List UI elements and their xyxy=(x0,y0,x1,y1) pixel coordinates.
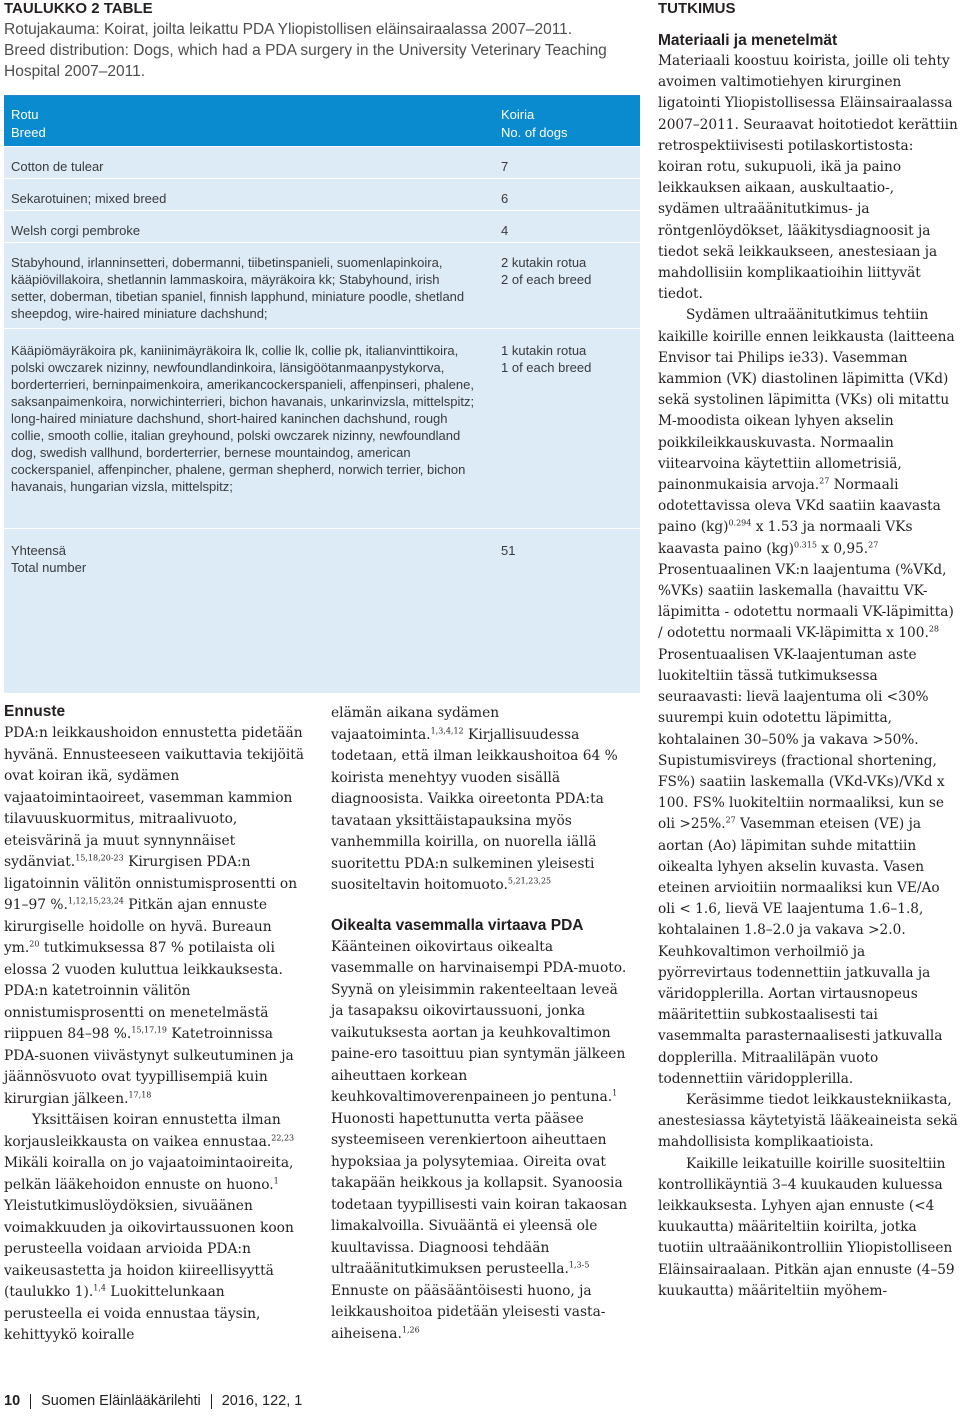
paragraph: elämän aikana sydämen vajaatoiminta.$^{1,3,4,12}$ Kirjallisuudessa todetaan, että ilman leikkaushoitoa 64 % koirista menehtyy vuoden sisällä diagnoosista. Vaikka oireetonta PDA:ta tavataan yksittäistapauksina myös vanhemmilla koirilla, on nuorella iällä suoritettu PDA:n sulkeminen yleisesti suositeltavin hoitomuoto.$^{5,21,23,25}$ xyxy=(331,705,618,893)
table-row xyxy=(4,210,640,243)
paragraph: Käänteinen oikovirtaus oikealta vasemmalle on harvinaisempi PDA-muoto. Syynä on yleisimmin rakenteeltaan leveä ja tasapaksu oikovirtaussuoni, jonka vaikutuksesta aortan ja keuhkovaltimon paine-ero tasoittuu pian syntymän jälkeen aiheuttaen korkean keuhkovaltimoverenpaineen jo pentuna.$^1$ Huonosti hapettunutta verta pääsee systeemiseen verenkiertoon aiheuttaen hypoksiaa ja polysytemiaa. Oireita ovat takapään heikkous ja kollapsit. Syanoosia todetaan tyypillisesti vain koiran takaosan limakalvoilla. Sivuääntä ei yleensä ole kuultavissa. Diagnoosi tehdään ultraäänitutkimuksen perusteella.$^{1,3-5}$ Ennuste on pääsääntöisesti huono, ja leikkaushoitoa pidetään yleisesti vasta-aiheisena.$^{1,26}$ xyxy=(331,938,628,1342)
table-title: TAULUKKO 2 TABLE xyxy=(4,0,153,17)
section-title-tutkimus: TUTKIMUS xyxy=(658,0,736,17)
table-header xyxy=(4,0,644,82)
row-breed: Welsh corgi pembroke xyxy=(11,223,141,238)
divider xyxy=(30,1394,31,1409)
row-breed: Sekarotuinen; mixed breed xyxy=(11,191,167,206)
row-count: 6 xyxy=(501,191,509,206)
journal-issue: 2016, 122, 1 xyxy=(221,1393,303,1409)
paragraph: Keräsimme tiedot leikkaustekniikasta, anestesiassa käytetyistä lääkeaineista sekä mahdollisista komplikaatioista. xyxy=(658,1091,958,1151)
row-count: 2 kutakin rotua 2 of each breed xyxy=(501,255,592,287)
page-number: 10 xyxy=(4,1393,21,1409)
row-breed: Cotton de tulear xyxy=(11,159,104,174)
table-row xyxy=(4,242,640,329)
table-caption-en: Breed distribution: Dogs, which had a PDA surgery in the University Veterinary Teaching Hospital 2007–2011. xyxy=(4,42,607,80)
row-count: 51 xyxy=(501,543,516,558)
col-breed-fi: Rotu xyxy=(11,107,39,122)
breed-table xyxy=(4,95,640,693)
middle-column xyxy=(331,703,633,1345)
page-footer xyxy=(4,1393,302,1409)
paragraph: Kaikille leikatuille koirille suositeltiin kontrollikäyntiä 3–4 kuukauden kuluessa leikkauksesta. Lyhyen ajan ennuste (<4 kuukautta) määriteltiin koirilta, jotka tuotiin ultraäänikontrolliin Yliopistolliseen Eläinsairaalaan. Pitkän ajan ennuste (4–59 kuukautta) määriteltiin myöhem- xyxy=(658,1155,955,1299)
section-heading-ennuste: Ennuste xyxy=(4,703,66,720)
row-breed: Kääpiömäyräkoira pk, kaniinimäyräkoira lk, collie lk, collie pk, italianvinttikoira, polski owczarek nizinny, newfoundlandinkoira, länsigöötanmaanpystykorva, borderterrieri, berninpaimenkoira, amerikancockerspanieli, affenpinseri, phalene, saksanpaimenkoira, norwichinterrieri, bichon havanais, unkarinvizsla, mittelspitz; long-haired miniature dachshund, short-haired kaninchen dachshund, rough collie, smooth collie, italian greyhound, polski owczarek nizinny, newfoundland dog, swedish vallhund, borderterrier, bernese mountaindog, american cockerspaniel, affenpincher, phalene, german shepherd, norwich terrier, bichon havanais, hungarian vizsla, mittelspitz; xyxy=(11,343,475,494)
row-count: 4 xyxy=(501,223,509,238)
row-breed: Stabyhound, irlanninsetteri, dobermanni, tiibetinspanieli, suomenlapinkoira, kääpiövillakoira, shetlannin lammaskoira, mäyräkoira kk; Stabyhound, irish setter, doberman, tibetian spaniel, finnish lapphund, miniature poodle, shetland sheepdog, wire-haired miniature dachshund; xyxy=(11,255,465,321)
table-row xyxy=(4,328,640,529)
paragraph: Sydämen ultraäänitutkimus tehtiin kaikille koirille ennen leikkausta (laitteena Envisor tai Philips ie33). Vasemman kammion (VK) diastolinen läpimitta (VKd) sekä systolinen läpimitta (VKs) oli mitattu M-moodista oikean lyhyen akselin poikkileikkauskuvasta. Normaalin viitearvoina käytettiin allometrisiä, painonmukaisia arvoja.$^{27}$ Normaali odotettavissa oleva VKd saatiin kaavasta paino (kg)$^{0.294}$ x 1.53 ja normaali VKs kaavasta paino (kg)$^{0.315}$ x 0,95.27 Prosentuaalinen VK:n laajentuma (%VKd, %VKs) saatiin laskemalla (havaittu VK-läpimitta - odotettu normaali VK-läpimitta) / odotettu normaali VK-läpimitta x 100.28 Prosentuaalisen VK-laajentuman aste luokiteltiin tässä tutkimuksessa seuraavasti: lievä laajentuma oli <30% suurempi kuin odotettu läpimitta, kohtalainen 30–50% ja vakava >50%. Supistumisvireys (fractional shortening, FS%) saatiin laskemalla (VKd-VKs)/VKd x 100. FS% luokiteltiin normaaliksi, kun se oli >25%.$^{27}$ Vasemman eteisen (VE) ja aortan (Ao) läpimitan suhde mitattiin oikealta lyhyen akselin kuvasta. Vasen eteinen arvioitiin normaaliksi kun VE/Ao oli < 1.6, lievä VE laajentuma 1.6–1.8, kohtalainen 1.8–2.0 ja vakava >2.0. Keuhkovaltimon verhoilmiö ja pyörrevirtaus todennettiin jatkuvalla ja väridopplerilla. Aortan virtausnopeus määritettiin subkostaalisesti tai vasemmalta parasternaalisesti jatkuvalla dopplerilla. Mitraaliläpän vuoto todennettiin väridopplerilla. xyxy=(658,307,955,1087)
section-heading-pda: Oikealta vasemmalla virtaava PDA xyxy=(331,916,584,934)
table-caption-fi: Rotujakauma: Koirat, joilta leikattu PDA Yliopistollisen eläinsairaalassa 2007–2011. xyxy=(4,21,573,38)
row-count: 7 xyxy=(501,159,509,174)
section-heading-materiaali: Materiaali ja menetelmät xyxy=(658,32,838,49)
right-column xyxy=(658,32,958,1302)
paragraph: PDA:n leikkaushoidon ennustetta pidetään hyvänä. Ennusteeseen vaikuttavia tekijöitä ovat koiran ikä, sydämen vajaatoimintaoireet, vasemman kammion tilavuuskuormitus, mitraalivuoto, eteisvärinä ja muut synnynnäiset sydänviat.$^{15,18,20-23}$ Kirurgisen PDA:n ligatoinnin välitön onnistumisprosentti on 91–97 %.$^{1,12,15,23,24}$ Pitkän ajan ennuste kirurgiselle hoidolle on hyvä. Bureaun ym.$^{20}$ tutkimuksessa 87 % potilaista oli elossa 2 vuoden kuluttua leikkauksesta. PDA:n katetroinnin välitön onnistumisprosentti on menetelmästä riippuen 84–98 %.$^{15,17,19}$ Katetroinnissa PDA-suonen viivästynyt sulkeutuminen ja jäännösvuoto ovat tyypillisempiä kuin kirurgian jälkeen.$^{17,18}$ xyxy=(4,725,305,1107)
journal-name: Suomen Eläinlääkärilehti xyxy=(41,1393,201,1409)
table-row-total xyxy=(4,528,640,694)
col-count-fi: Koiria xyxy=(501,107,535,122)
col-count-en: No. of dogs xyxy=(501,125,568,140)
paragraph: Materiaali koostuu koirista, joille oli tehty avoimen valtimotiehyen kirurginen ligatointi Yliopistollisessa Eläinsairaalassa 2007–2011. Seuraavat hoitotiedot kerättiin retrospektiivisesti potilaskortistosta: koiran rotu, sukupuoli, ikä ja paino leikkauksen aikaan, auskultaatio-, sydämen ultraäänitutkimus- ja röntgenlöydökset, lääkitysdiagnoosit ja tiedot sekä leikkaukseen, anestesiaan ja mahdollisiin komplikaatioihin liittyvät tiedot. xyxy=(658,53,958,303)
table-row xyxy=(4,178,640,211)
row-count: 1 kutakin rotua 1 of each breed xyxy=(501,343,592,375)
paragraph: Yksittäisen koiran ennustetta ilman korjausleikkausta on vaikea ennustaa.$^{22,23}$ Mikäli koiralla on jo vajaatoimintaoireita, pelkän lääkehoidon ennuste on huono.$^1$ Yleistutkimuslöydöksien, sivuäänen voimakkuuden ja oikovirtaussuonen koon perusteella voidaan arvioida PDA:n vaikeusastetta ja hoidon kiireellisyyttä (taulukko 1).$^{1,4}$ Luokittelunkaan perusteella ei voida ennustaa täysin, kehittyykö koiralle xyxy=(4,1112,295,1343)
col-breed-en: Breed xyxy=(11,125,46,140)
table-row xyxy=(4,146,640,179)
left-column xyxy=(4,703,304,1347)
table-column-headers xyxy=(4,96,640,146)
divider xyxy=(211,1394,212,1409)
row-breed: Yhteensä Total number xyxy=(11,543,87,575)
